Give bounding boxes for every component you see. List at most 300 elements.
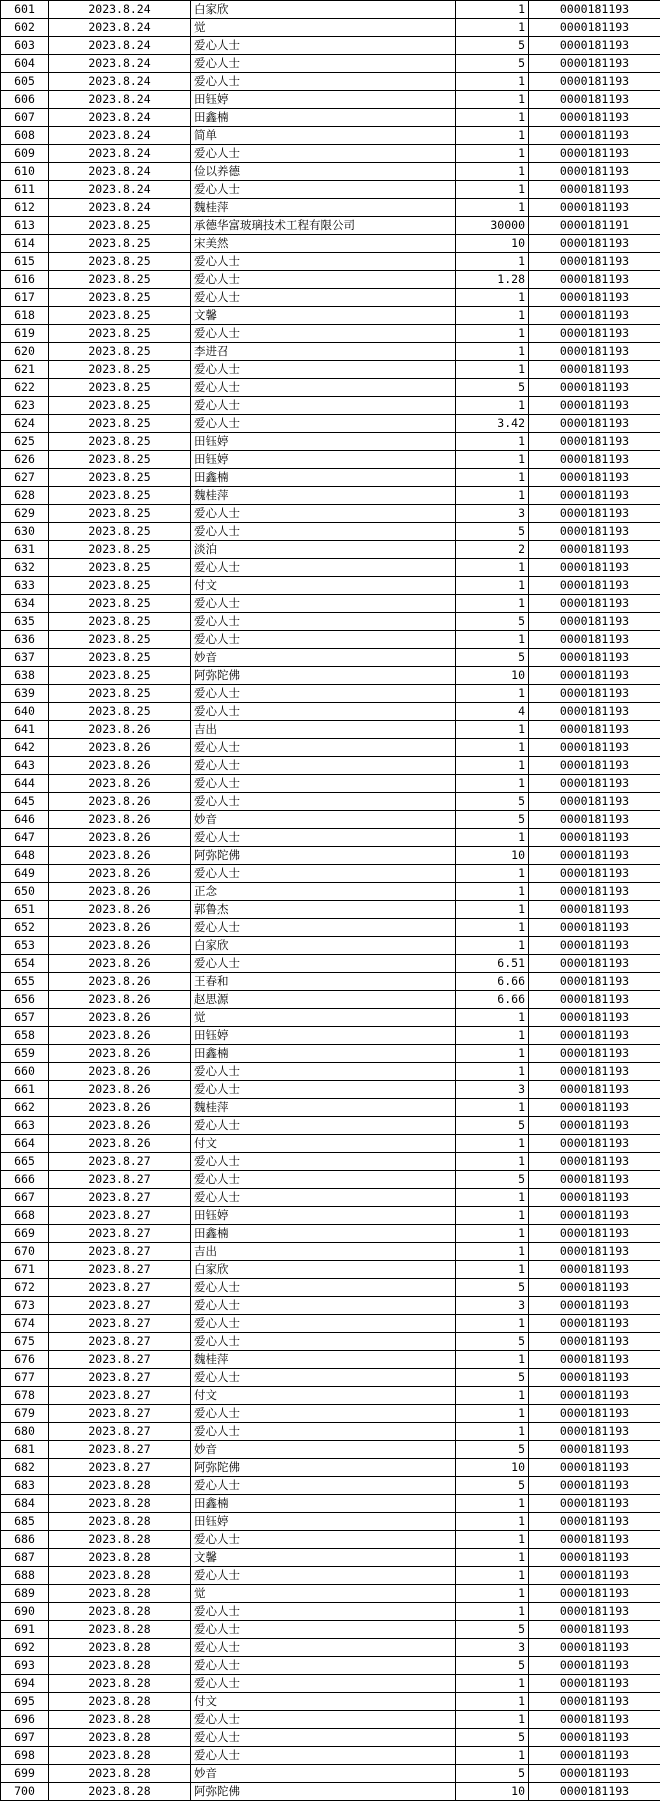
account-number: 0000181193 [529, 811, 660, 829]
table-row [1, 1441, 660, 1459]
donation-amount: 3 [456, 1081, 529, 1099]
account-number: 0000181193 [529, 37, 660, 55]
donor-name: 付文 [191, 1135, 456, 1153]
donation-amount: 5 [456, 1279, 529, 1297]
donation-amount: 1 [456, 19, 529, 37]
donation-date: 2023.8.26 [49, 1117, 191, 1135]
donor-name: 魏桂萍 [191, 1351, 456, 1369]
row-number: 678 [1, 1387, 49, 1405]
row-number: 669 [1, 1225, 49, 1243]
account-number: 0000181193 [529, 379, 660, 397]
table-row [1, 379, 660, 397]
donation-amount: 1 [456, 145, 529, 163]
donation-amount: 5 [456, 1117, 529, 1135]
donation-amount: 1.28 [456, 271, 529, 289]
table-row [1, 793, 660, 811]
account-number: 0000181193 [529, 901, 660, 919]
donor-name: 爱心人士 [191, 397, 456, 415]
donation-amount: 1 [456, 469, 529, 487]
donor-name: 爱心人士 [191, 1315, 456, 1333]
table-row [1, 883, 660, 901]
donation-date: 2023.8.25 [49, 235, 191, 253]
row-number: 638 [1, 667, 49, 685]
table-row [1, 541, 660, 559]
account-number: 0000181193 [529, 253, 660, 271]
row-number: 626 [1, 451, 49, 469]
donor-name: 田钰婷 [191, 91, 456, 109]
table-row [1, 1279, 660, 1297]
donation-amount: 5 [456, 1477, 529, 1495]
table-row [1, 991, 660, 1009]
row-number: 687 [1, 1549, 49, 1567]
row-number: 610 [1, 163, 49, 181]
donation-amount: 1 [456, 721, 529, 739]
row-number: 607 [1, 109, 49, 127]
donation-date: 2023.8.26 [49, 1081, 191, 1099]
table-row [1, 1405, 660, 1423]
row-number: 614 [1, 235, 49, 253]
row-number: 682 [1, 1459, 49, 1477]
row-number: 686 [1, 1531, 49, 1549]
donation-date: 2023.8.24 [49, 1, 191, 19]
donor-name: 爱心人士 [191, 1171, 456, 1189]
donor-name: 妙音 [191, 811, 456, 829]
row-number: 636 [1, 631, 49, 649]
donation-date: 2023.8.26 [49, 775, 191, 793]
row-number: 645 [1, 793, 49, 811]
donor-name: 爱心人士 [191, 145, 456, 163]
table-row [1, 433, 660, 451]
account-number: 0000181193 [529, 541, 660, 559]
donation-date: 2023.8.26 [49, 1135, 191, 1153]
donation-date: 2023.8.28 [49, 1711, 191, 1729]
donation-amount: 1 [456, 1207, 529, 1225]
donor-name: 付文 [191, 1387, 456, 1405]
donor-name: 爱心人士 [191, 1729, 456, 1747]
donor-name: 俭以养德 [191, 163, 456, 181]
account-number: 0000181193 [529, 1189, 660, 1207]
donor-name: 爱心人士 [191, 415, 456, 433]
account-number: 0000181193 [529, 703, 660, 721]
table-row [1, 1333, 660, 1351]
donation-amount: 1 [456, 163, 529, 181]
table-row [1, 1711, 660, 1729]
donation-amount: 1 [456, 343, 529, 361]
account-number: 0000181193 [529, 469, 660, 487]
account-number: 0000181193 [529, 397, 660, 415]
table-row [1, 1297, 660, 1315]
table-row [1, 829, 660, 847]
donation-date: 2023.8.28 [49, 1621, 191, 1639]
donation-date: 2023.8.26 [49, 919, 191, 937]
table-row [1, 235, 660, 253]
donor-name: 爱心人士 [191, 1531, 456, 1549]
account-number: 0000181193 [529, 1153, 660, 1171]
donation-date: 2023.8.27 [49, 1243, 191, 1261]
donor-name: 妙音 [191, 1441, 456, 1459]
donation-date: 2023.8.24 [49, 181, 191, 199]
table-row [1, 739, 660, 757]
row-number: 640 [1, 703, 49, 721]
donation-amount: 1 [456, 1603, 529, 1621]
account-number: 0000181193 [529, 757, 660, 775]
donation-amount: 1 [456, 253, 529, 271]
donation-amount: 3 [456, 1297, 529, 1315]
donor-name: 爱心人士 [191, 55, 456, 73]
account-number: 0000181193 [529, 1405, 660, 1423]
account-number: 0000181193 [529, 1765, 660, 1783]
donation-date: 2023.8.28 [49, 1495, 191, 1513]
donation-amount: 1 [456, 901, 529, 919]
row-number: 605 [1, 73, 49, 91]
row-number: 601 [1, 1, 49, 19]
row-number: 616 [1, 271, 49, 289]
account-number: 0000181193 [529, 181, 660, 199]
donation-amount: 5 [456, 811, 529, 829]
row-number: 673 [1, 1297, 49, 1315]
donation-amount: 1 [456, 1351, 529, 1369]
table-row [1, 811, 660, 829]
account-number: 0000181193 [529, 19, 660, 37]
table-row [1, 649, 660, 667]
row-number: 649 [1, 865, 49, 883]
table-row [1, 901, 660, 919]
donation-date: 2023.8.26 [49, 901, 191, 919]
donation-amount: 1 [456, 685, 529, 703]
row-number: 624 [1, 415, 49, 433]
table-row [1, 1675, 660, 1693]
donor-name: 田鑫楠 [191, 469, 456, 487]
donation-amount: 5 [456, 649, 529, 667]
account-number: 0000181193 [529, 631, 660, 649]
table-row [1, 1153, 660, 1171]
account-number: 0000181193 [529, 1531, 660, 1549]
account-number: 0000181193 [529, 91, 660, 109]
account-number: 0000181193 [529, 1171, 660, 1189]
account-number: 0000181193 [529, 73, 660, 91]
donor-name: 爱心人士 [191, 1153, 456, 1171]
table-row [1, 1585, 660, 1603]
account-number: 0000181193 [529, 325, 660, 343]
table-row [1, 1531, 660, 1549]
donation-amount: 1 [456, 451, 529, 469]
account-number: 0000181193 [529, 433, 660, 451]
donation-date: 2023.8.25 [49, 415, 191, 433]
donation-date: 2023.8.25 [49, 451, 191, 469]
row-number: 604 [1, 55, 49, 73]
donation-date: 2023.8.26 [49, 883, 191, 901]
account-number: 0000181191 [529, 217, 660, 235]
donation-date: 2023.8.28 [49, 1675, 191, 1693]
row-number: 677 [1, 1369, 49, 1387]
donor-name: 爱心人士 [191, 1747, 456, 1765]
donor-name: 爱心人士 [191, 523, 456, 541]
donation-date: 2023.8.26 [49, 1099, 191, 1117]
row-number: 618 [1, 307, 49, 325]
donor-name: 爱心人士 [191, 37, 456, 55]
row-number: 653 [1, 937, 49, 955]
donation-amount: 1 [456, 1693, 529, 1711]
donor-name: 阿弥陀佛 [191, 1459, 456, 1477]
table-row [1, 289, 660, 307]
account-number: 0000181193 [529, 577, 660, 595]
row-number: 625 [1, 433, 49, 451]
donor-name: 爱心人士 [191, 685, 456, 703]
row-number: 637 [1, 649, 49, 667]
donation-amount: 6.66 [456, 991, 529, 1009]
donation-amount: 1 [456, 595, 529, 613]
donation-date: 2023.8.25 [49, 307, 191, 325]
donation-amount: 1 [456, 289, 529, 307]
donation-amount: 1 [456, 919, 529, 937]
donation-amount: 1 [456, 775, 529, 793]
account-number: 0000181193 [529, 1513, 660, 1531]
row-number: 615 [1, 253, 49, 271]
donation-date: 2023.8.26 [49, 847, 191, 865]
table-row [1, 667, 660, 685]
donation-date: 2023.8.25 [49, 631, 191, 649]
donor-name: 爱心人士 [191, 73, 456, 91]
donor-name: 爱心人士 [191, 289, 456, 307]
table-row [1, 73, 660, 91]
donation-date: 2023.8.25 [49, 325, 191, 343]
donation-date: 2023.8.27 [49, 1297, 191, 1315]
account-number: 0000181193 [529, 1459, 660, 1477]
account-number: 0000181193 [529, 1747, 660, 1765]
donation-amount: 1 [456, 1513, 529, 1531]
account-number: 0000181193 [529, 487, 660, 505]
row-number: 643 [1, 757, 49, 775]
donor-name: 田鑫楠 [191, 1045, 456, 1063]
donor-name: 爱心人士 [191, 775, 456, 793]
row-number: 688 [1, 1567, 49, 1585]
row-number: 654 [1, 955, 49, 973]
donation-date: 2023.8.27 [49, 1225, 191, 1243]
donation-amount: 1 [456, 631, 529, 649]
donation-amount: 2 [456, 541, 529, 559]
donor-name: 爱心人士 [191, 1081, 456, 1099]
donation-amount: 1 [456, 1063, 529, 1081]
donor-name: 爱心人士 [191, 865, 456, 883]
account-number: 0000181193 [529, 1585, 660, 1603]
donation-amount: 1 [456, 181, 529, 199]
donor-name: 白家欣 [191, 1, 456, 19]
donation-amount: 1 [456, 109, 529, 127]
row-number: 635 [1, 613, 49, 631]
donor-name: 白家欣 [191, 937, 456, 955]
account-number: 0000181193 [529, 775, 660, 793]
donation-amount: 1 [456, 1675, 529, 1693]
table-row [1, 1207, 660, 1225]
donor-name: 王春和 [191, 973, 456, 991]
row-number: 689 [1, 1585, 49, 1603]
account-number: 0000181193 [529, 1207, 660, 1225]
donation-date: 2023.8.28 [49, 1693, 191, 1711]
account-number: 0000181193 [529, 1621, 660, 1639]
donation-date: 2023.8.25 [49, 577, 191, 595]
donor-name: 白家欣 [191, 1261, 456, 1279]
row-number: 628 [1, 487, 49, 505]
donation-amount: 1 [456, 1153, 529, 1171]
donor-name: 爱心人士 [191, 829, 456, 847]
row-number: 602 [1, 19, 49, 37]
donation-date: 2023.8.25 [49, 271, 191, 289]
table-row [1, 955, 660, 973]
account-number: 0000181193 [529, 307, 660, 325]
row-number: 622 [1, 379, 49, 397]
donation-date: 2023.8.28 [49, 1603, 191, 1621]
donation-date: 2023.8.28 [49, 1585, 191, 1603]
table-row [1, 343, 660, 361]
table-row [1, 19, 660, 37]
row-number: 661 [1, 1081, 49, 1099]
donation-amount: 5 [456, 613, 529, 631]
row-number: 700 [1, 1783, 49, 1801]
donation-amount: 6.51 [456, 955, 529, 973]
table-row [1, 1243, 660, 1261]
account-number: 0000181193 [529, 613, 660, 631]
account-number: 0000181193 [529, 1027, 660, 1045]
donor-name: 爱心人士 [191, 559, 456, 577]
donor-name: 爱心人士 [191, 955, 456, 973]
donation-amount: 1 [456, 1405, 529, 1423]
donation-amount: 1 [456, 73, 529, 91]
donation-amount: 5 [456, 1729, 529, 1747]
donation-date: 2023.8.25 [49, 667, 191, 685]
account-number: 0000181193 [529, 1225, 660, 1243]
donation-date: 2023.8.28 [49, 1765, 191, 1783]
donation-date: 2023.8.25 [49, 289, 191, 307]
donor-name: 爱心人士 [191, 739, 456, 757]
donation-date: 2023.8.25 [49, 487, 191, 505]
account-number: 0000181193 [529, 595, 660, 613]
row-number: 667 [1, 1189, 49, 1207]
account-number: 0000181193 [529, 271, 660, 289]
donor-name: 爱心人士 [191, 1711, 456, 1729]
donation-date: 2023.8.28 [49, 1513, 191, 1531]
table-row [1, 1099, 660, 1117]
table-row [1, 397, 660, 415]
donor-name: 爱心人士 [191, 1369, 456, 1387]
donation-amount: 10 [456, 847, 529, 865]
account-number: 0000181193 [529, 883, 660, 901]
account-number: 0000181193 [529, 1387, 660, 1405]
donation-amount: 1 [456, 1585, 529, 1603]
donation-amount: 1 [456, 559, 529, 577]
donation-amount: 1 [456, 1261, 529, 1279]
donation-date: 2023.8.27 [49, 1459, 191, 1477]
row-number: 652 [1, 919, 49, 937]
donation-amount: 5 [456, 379, 529, 397]
donor-name: 李进召 [191, 343, 456, 361]
account-number: 0000181193 [529, 649, 660, 667]
donation-date: 2023.8.25 [49, 379, 191, 397]
row-number: 672 [1, 1279, 49, 1297]
table-row [1, 865, 660, 883]
table-row [1, 1225, 660, 1243]
donor-name: 赵思源 [191, 991, 456, 1009]
account-number: 0000181193 [529, 289, 660, 307]
table-row [1, 271, 660, 289]
table-row [1, 1639, 660, 1657]
donation-date: 2023.8.24 [49, 19, 191, 37]
account-number: 0000181193 [529, 1567, 660, 1585]
donation-amount: 10 [456, 235, 529, 253]
donor-name: 付文 [191, 577, 456, 595]
donor-name: 魏桂萍 [191, 487, 456, 505]
row-number: 692 [1, 1639, 49, 1657]
donation-date: 2023.8.28 [49, 1639, 191, 1657]
account-number: 0000181193 [529, 847, 660, 865]
account-number: 0000181193 [529, 109, 660, 127]
table-row [1, 1423, 660, 1441]
donation-date: 2023.8.26 [49, 991, 191, 1009]
donation-date: 2023.8.27 [49, 1189, 191, 1207]
row-number: 685 [1, 1513, 49, 1531]
donation-date: 2023.8.26 [49, 793, 191, 811]
row-number: 633 [1, 577, 49, 595]
account-number: 0000181193 [529, 523, 660, 541]
donation-amount: 5 [456, 1657, 529, 1675]
row-number: 699 [1, 1765, 49, 1783]
donation-date: 2023.8.27 [49, 1279, 191, 1297]
table-row [1, 523, 660, 541]
donor-name: 爱心人士 [191, 1117, 456, 1135]
account-number: 0000181193 [529, 955, 660, 973]
account-number: 0000181193 [529, 415, 660, 433]
row-number: 621 [1, 361, 49, 379]
table-row [1, 613, 660, 631]
donation-date: 2023.8.26 [49, 1063, 191, 1081]
donation-date: 2023.8.25 [49, 685, 191, 703]
donation-date: 2023.8.25 [49, 505, 191, 523]
account-number: 0000181193 [529, 451, 660, 469]
donation-amount: 1 [456, 1243, 529, 1261]
table-row [1, 1495, 660, 1513]
table-row [1, 847, 660, 865]
donation-date: 2023.8.26 [49, 1027, 191, 1045]
donor-name: 爱心人士 [191, 1063, 456, 1081]
donation-amount: 1 [456, 1531, 529, 1549]
table-row [1, 217, 660, 235]
row-number: 675 [1, 1333, 49, 1351]
donation-date: 2023.8.27 [49, 1405, 191, 1423]
table-row [1, 1549, 660, 1567]
donor-name: 正念 [191, 883, 456, 901]
donation-amount: 1 [456, 1549, 529, 1567]
table-row [1, 685, 660, 703]
donation-amount: 10 [456, 1459, 529, 1477]
donor-name: 爱心人士 [191, 1333, 456, 1351]
donation-amount: 5 [456, 523, 529, 541]
table-row [1, 127, 660, 145]
table-row [1, 91, 660, 109]
account-number: 0000181193 [529, 1, 660, 19]
account-number: 0000181193 [529, 1369, 660, 1387]
row-number: 698 [1, 1747, 49, 1765]
donor-name: 爱心人士 [191, 631, 456, 649]
donation-date: 2023.8.25 [49, 397, 191, 415]
table-row [1, 199, 660, 217]
donation-amount: 1 [456, 829, 529, 847]
donor-name: 田钰婷 [191, 1027, 456, 1045]
donation-date: 2023.8.24 [49, 91, 191, 109]
donation-date: 2023.8.25 [49, 469, 191, 487]
row-number: 646 [1, 811, 49, 829]
table-row [1, 577, 660, 595]
donation-amount: 1 [456, 325, 529, 343]
account-number: 0000181193 [529, 1549, 660, 1567]
